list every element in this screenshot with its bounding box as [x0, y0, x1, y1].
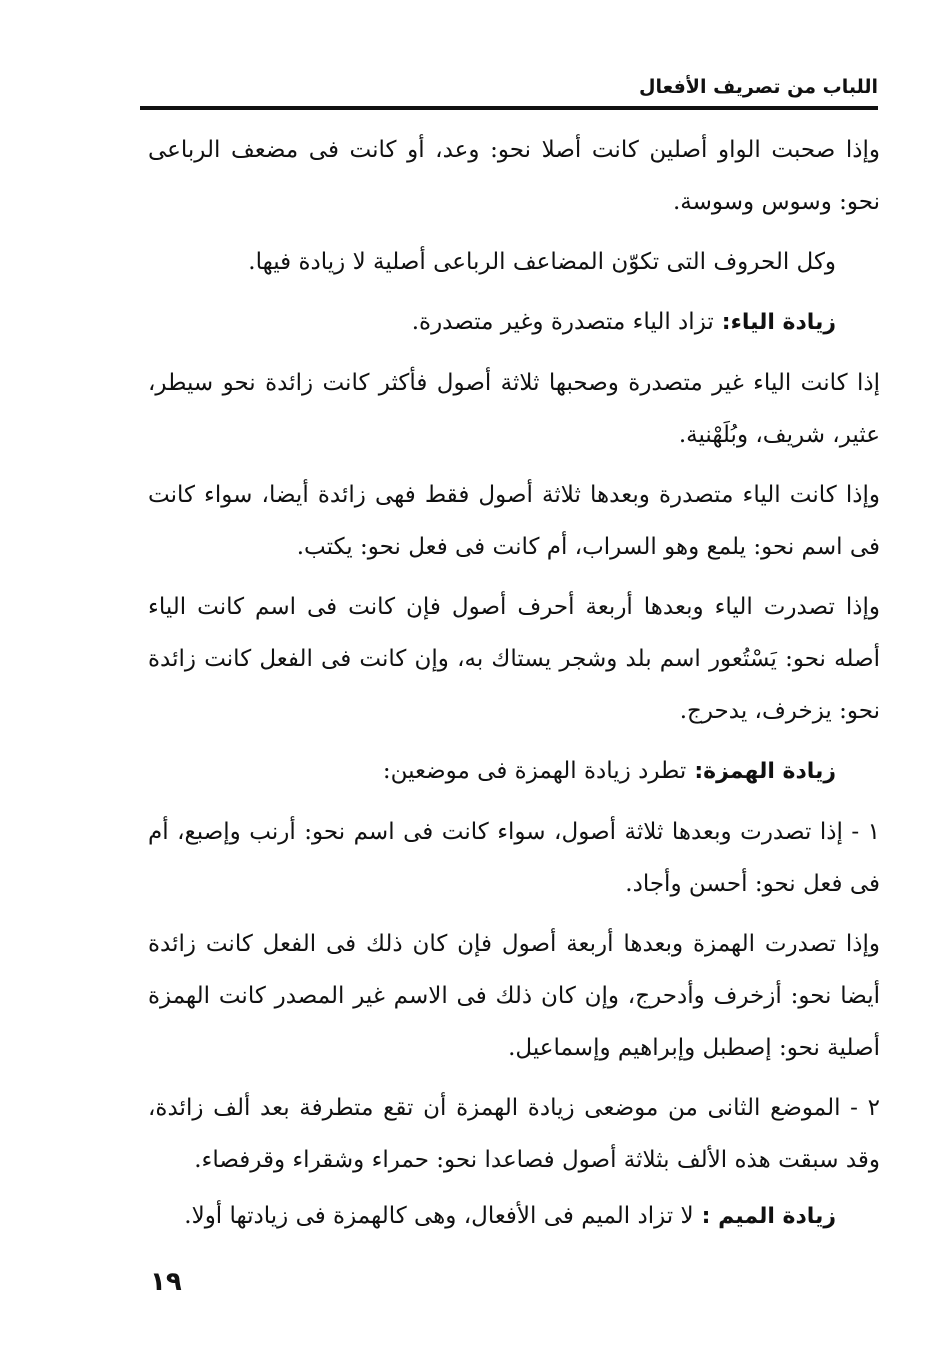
paragraph-text: تزاد الياء متصدرة وغير متصدرة.: [411, 309, 714, 335]
paragraph-text: وإذا صحبت الواو أصلين كانت أصلا نحو: وعد، أو كانت فى مضعف الرباعى نحو: وسوس وسوسة.: [148, 137, 880, 215]
body-text: [148, 124, 880, 1251]
paragraph-hamza-four-roots: [148, 918, 880, 1074]
header-rule: [140, 106, 878, 110]
section-term: زيادة الياء:: [721, 310, 836, 335]
paragraph-hamza-addition-heading: [148, 745, 880, 798]
paragraph-text: وإذا تصدرت الهمزة وبعدها أربعة أصول فإن كان ذلك فى الفعل كانت زائدة أيضا نحو: أزخرف وأدحرج، وإن كان ذلك فى الاسم غير المصدر كانت الهمزة أصلية نحو: إصطبل وإبراهيم وإسماعيل.: [148, 931, 880, 1061]
paragraph-ya-initial-four: [148, 581, 880, 737]
paragraph-text: ١ - إذا تصدرت وبعدها ثلاثة أصول، سواء كانت فى اسم نحو: أرنب وإصبع، أم فى فعل نحو: أحسن وأجاد.: [148, 819, 880, 897]
paragraph-text: وإذا تصدرت الياء وبعدها أربعة أحرف أصول فإن كانت فى اسم كانت الياء أصله نحو: يَسْتُعور اسم بلد وشجر يستاك به، وإن كانت فى الفعل كانت زائدة نحو: يزخرف، يدحرج.: [148, 594, 880, 724]
paragraph-quadrilateral-roots: [148, 236, 880, 288]
paragraph-ya-addition-heading: [148, 296, 880, 349]
paragraph-text: وكل الحروف التى تكوّن المضاعف الرباعى أصلية لا زيادة فيها.: [248, 249, 836, 275]
paragraph-text: وإذا كانت الياء متصدرة وبعدها ثلاثة أصول فقط فهى زائدة أيضا، سواء كانت فى اسم نحو: يلمع وهو السراب، أم كانت فى فعل نحو: يكتب.: [148, 482, 880, 560]
paragraph-text: ٢ - الموضع الثانى من موضعى زيادة الهمزة أن تقع متطرفة بعد ألف زائدة، وقد سبقت هذه الألف بثلاثة أصول فصاعدا نحو: حمراء وشقراء وقرفصاء.: [148, 1095, 880, 1173]
paragraph-ya-non-initial: [148, 357, 880, 461]
page-number: ١٩: [150, 1267, 182, 1297]
section-term: زيادة الميم :: [701, 1204, 836, 1229]
paragraph-text: تطرد زيادة الهمزة فى موضعين:: [382, 758, 687, 784]
paragraph-hamza-first-position: [148, 806, 880, 910]
paragraph-text: لا تزاد الميم فى الأفعال، وهى كالهمزة فى زيادتها أولا.: [184, 1203, 694, 1229]
paragraph-text: إذا كانت الياء غير متصدرة وصحبها ثلاثة أصول فأكثر كانت زائدة نحو سيطر، عثير، شريف، وبُلَهْنية.: [148, 370, 880, 448]
paragraph-hamza-second-position: [148, 1082, 880, 1186]
paragraph-mim-addition: [148, 1190, 880, 1243]
paragraph-waw-with-roots: [148, 124, 880, 228]
paragraph-ya-initial-three: [148, 469, 880, 573]
running-header: [140, 72, 878, 106]
section-term: زيادة الهمزة:: [694, 759, 836, 784]
running-title: اللباب من تصريف الأفعال: [639, 76, 878, 98]
